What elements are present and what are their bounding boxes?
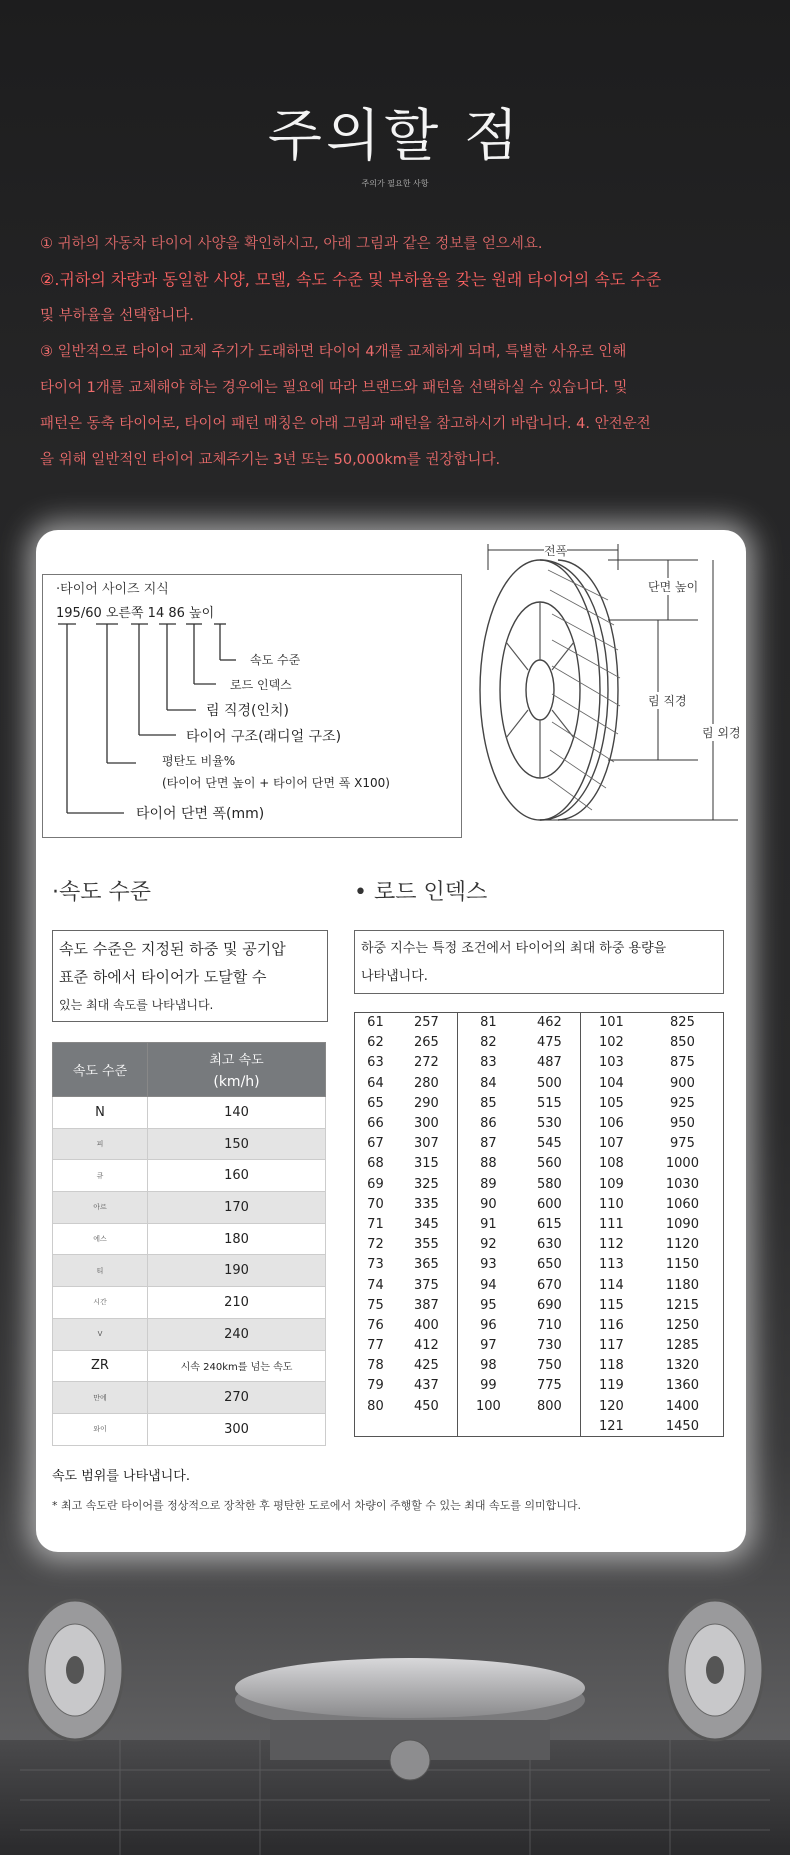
load-index-cell: 62: [367, 1035, 384, 1051]
label-rim: 림 직경(인치): [206, 703, 289, 719]
load-kg-cell: 1120: [665, 1237, 699, 1253]
load-index-cell: 98: [457, 1356, 519, 1376]
speed-level: 피: [53, 1128, 148, 1160]
load-kg-cell: 650: [536, 1257, 562, 1273]
load-kg-cell: 600: [536, 1196, 562, 1212]
size-heading: ·타이어 사이즈 지식: [56, 582, 169, 597]
table-row: [355, 1194, 724, 1214]
load-index-cell: 113: [580, 1255, 642, 1275]
load-kg-cell: 1360: [665, 1378, 699, 1394]
load-index-cell: 84: [457, 1073, 519, 1093]
load-index-cell: 109: [580, 1174, 642, 1194]
load-index-cell: 97: [457, 1336, 519, 1356]
label-load: 로드 인덱스: [230, 678, 292, 692]
load-kg-cell: 630: [536, 1237, 562, 1253]
speed-value: 150: [148, 1128, 326, 1160]
load-kg-cell: 580: [536, 1176, 562, 1192]
speed-level: 아르: [53, 1192, 148, 1224]
speed-level: 시간: [53, 1287, 148, 1319]
load-index-cell: 117: [580, 1336, 642, 1356]
table-row: [53, 1318, 326, 1350]
table-row: [355, 1214, 724, 1234]
load-kg-cell: 925: [670, 1095, 695, 1111]
load-kg-cell: 1030: [665, 1176, 699, 1192]
speed-col-max: [148, 1043, 326, 1097]
speed-level: 만에: [53, 1382, 148, 1414]
load-index-cell: 110: [580, 1194, 642, 1214]
load-index-cell: 64: [367, 1075, 384, 1091]
load-index-cell: 99: [457, 1376, 519, 1396]
table-row: [53, 1350, 326, 1382]
load-kg-cell: 325: [413, 1176, 439, 1192]
load-index-cell: 102: [580, 1033, 642, 1053]
load-index-cell: 85: [457, 1093, 519, 1113]
speed-table: [52, 1042, 326, 1446]
load-index-cell: 72: [367, 1237, 384, 1253]
load-kg-cell: 560: [536, 1156, 562, 1172]
label-rim-diameter: 림 직경: [648, 694, 687, 708]
load-desc-line: 나타냅니다.: [361, 969, 428, 984]
speed-level: ZR: [53, 1350, 148, 1382]
speed-value: 240: [148, 1318, 326, 1350]
label-aspect-formula: (타이어 단면 높이 + 타이어 단면 폭 X100): [162, 776, 390, 790]
load-kg-cell: 690: [536, 1297, 562, 1313]
load-index-cell: 116: [580, 1315, 642, 1335]
label-structure: 타이어 구조(래디얼 구조): [186, 729, 342, 745]
table-row: [53, 1413, 326, 1445]
load-kg-cell: 257: [413, 1015, 439, 1031]
load-index-cell: 76: [367, 1317, 384, 1333]
load-kg-cell: 515: [536, 1095, 562, 1111]
speed-level: V: [53, 1318, 148, 1350]
load-index-cell: 111: [580, 1214, 642, 1234]
load-index-cell: [355, 1416, 396, 1436]
load-kg-cell: 730: [536, 1338, 562, 1354]
load-kg-cell: 875: [670, 1055, 695, 1071]
notes-block: [40, 226, 755, 478]
table-row: [53, 1192, 326, 1224]
load-desc-line: 하중 지수는 특정 조건에서 타이어의 최대 하중 용량을: [361, 941, 667, 956]
table-row: [355, 1315, 724, 1335]
table-row: [355, 1255, 724, 1275]
speed-description: [52, 930, 328, 1022]
table-row: [355, 1235, 724, 1255]
label-tread-width: 전폭: [544, 544, 568, 558]
load-index-cell: 96: [457, 1315, 519, 1335]
load-kg-cell: 1000: [665, 1156, 699, 1172]
load-section-title: • 로드 인덱스: [354, 880, 488, 905]
load-index-cell: 86: [457, 1113, 519, 1133]
load-index-cell: 69: [367, 1176, 384, 1192]
load-kg-cell: 425: [413, 1358, 439, 1374]
load-description: [354, 930, 724, 994]
load-kg-cell: 545: [536, 1136, 562, 1152]
load-kg-cell: 1400: [665, 1398, 699, 1414]
load-kg-cell: 950: [670, 1116, 695, 1132]
speed-col-level: 속도 수준: [53, 1043, 148, 1097]
load-index-cell: 63: [367, 1055, 384, 1071]
note-line: 패턴은 동축 타이어로, 타이어 패턴 매칭은 아래 그림과 패턴을 참고하시기 바랍니다. 4. 안전운전: [40, 416, 651, 432]
load-kg-cell: 335: [413, 1196, 439, 1212]
load-index-table: [354, 1012, 724, 1437]
left-wheel: [27, 1600, 123, 1740]
table-row: [355, 1396, 724, 1416]
speed-level: 티: [53, 1255, 148, 1287]
table-row: [355, 1033, 724, 1053]
load-kg-cell: 900: [670, 1075, 695, 1091]
speed-desc-line: 있는 최대 속도를 나타냅니다.: [59, 998, 214, 1012]
note-line: 을 위해 일반적인 타이어 교체주기는 3년 또는 50,000km를 권장합니다.: [40, 452, 501, 468]
load-kg-cell: 670: [536, 1277, 562, 1293]
load-index-cell: 70: [367, 1196, 384, 1212]
load-kg-cell: 500: [536, 1075, 562, 1091]
load-index-cell: 73: [367, 1257, 384, 1273]
load-kg-cell: 1250: [665, 1317, 699, 1333]
load-kg-cell: 800: [536, 1398, 562, 1414]
center-hub: [390, 1740, 430, 1780]
load-index-cell: 115: [580, 1295, 642, 1315]
table-row: [53, 1382, 326, 1414]
load-kg-cell: 710: [536, 1317, 562, 1333]
table-row: [355, 1275, 724, 1295]
load-index-cell: 93: [457, 1255, 519, 1275]
load-index-cell: 78: [367, 1358, 384, 1374]
platform-top: [235, 1658, 585, 1718]
load-index-cell: 112: [580, 1235, 642, 1255]
label-speed: 속도 수준: [250, 653, 301, 667]
load-kg-cell: 315: [413, 1156, 439, 1172]
table-row: [355, 1295, 724, 1315]
load-index-cell: 61: [367, 1015, 384, 1031]
table-row: [355, 1073, 724, 1093]
load-kg-cell: 375: [413, 1277, 439, 1293]
speed-section-title: ·속도 수준: [52, 880, 151, 905]
speed-value: 170: [148, 1192, 326, 1224]
load-index-cell: 121: [580, 1416, 642, 1436]
speed-level: 큐: [53, 1160, 148, 1192]
load-index-cell: 118: [580, 1356, 642, 1376]
load-index-cell: 67: [367, 1136, 384, 1152]
load-index-cell: 89: [457, 1174, 519, 1194]
load-index-cell: 66: [367, 1116, 384, 1132]
load-kg-cell: 1180: [665, 1277, 699, 1293]
load-index-cell: 105: [580, 1093, 642, 1113]
load-index-cell: 119: [580, 1376, 642, 1396]
load-kg-cell: 1150: [665, 1257, 699, 1273]
load-index-cell: 106: [580, 1113, 642, 1133]
load-index-cell: 114: [580, 1275, 642, 1295]
load-index-cell: 82: [457, 1033, 519, 1053]
load-kg-cell: 975: [670, 1136, 695, 1152]
load-kg-cell: 412: [413, 1338, 439, 1354]
table-row: [53, 1223, 326, 1255]
table-row: [355, 1174, 724, 1194]
speed-value: 180: [148, 1223, 326, 1255]
load-index-cell: 103: [580, 1053, 642, 1073]
load-kg-cell: 825: [670, 1015, 695, 1031]
note-line: ②.귀하의 차량과 동일한 사양, 모델, 속도 수준 및 부하율을 갖는 원래 타이어의 속도 수준: [40, 270, 662, 289]
speed-value: 210: [148, 1287, 326, 1319]
load-index-cell: 65: [367, 1095, 384, 1111]
speed-value: 160: [148, 1160, 326, 1192]
note-line: 타이어 1개를 교체해야 하는 경우에는 필요에 따라 브랜드와 패턴을 선택하실 수 있습니다. 및: [40, 380, 628, 396]
table-row: [355, 1336, 724, 1356]
load-index-cell: 100: [457, 1396, 519, 1416]
load-kg-cell: 265: [413, 1035, 439, 1051]
load-index-cell: 90: [457, 1194, 519, 1214]
load-index-cell: 80: [367, 1398, 384, 1414]
footer-footnote: * 최고 속도란 타이어를 정상적으로 장착한 후 평탄한 도로에서 차량이 주행할 수 있는 최대 속도를 의미합니다.: [52, 1499, 581, 1512]
load-index-cell: 79: [367, 1378, 384, 1394]
load-kg-cell: 475: [536, 1035, 562, 1051]
load-index-cell: 92: [457, 1235, 519, 1255]
load-kg-cell: 750: [536, 1358, 562, 1374]
speed-value: 140: [148, 1097, 326, 1129]
table-row: [355, 1053, 724, 1073]
table-row: [355, 1134, 724, 1154]
table-row: [355, 1093, 724, 1113]
load-kg-cell: 450: [413, 1398, 439, 1414]
page-subtitle: 주의가 필요한 사항: [361, 179, 429, 188]
turntable-scene: [0, 1580, 790, 1855]
speed-value: 270: [148, 1382, 326, 1414]
load-kg-cell: 615: [536, 1216, 562, 1232]
info-card: [36, 530, 746, 1552]
load-kg-cell: 290: [413, 1095, 439, 1111]
speed-value: 190: [148, 1255, 326, 1287]
load-kg-cell: 1450: [665, 1418, 699, 1434]
table-row: [355, 1376, 724, 1396]
load-index-cell: 81: [457, 1013, 519, 1033]
load-index-cell: [457, 1416, 519, 1436]
speed-value: 300: [148, 1413, 326, 1445]
load-kg-cell: 355: [413, 1237, 439, 1253]
load-kg-cell: 462: [536, 1015, 562, 1031]
table-row: [53, 1160, 326, 1192]
load-index-cell: 83: [457, 1053, 519, 1073]
load-kg-cell: 300: [413, 1116, 439, 1132]
load-index-cell: 101: [580, 1013, 642, 1033]
table-row: [355, 1416, 724, 1436]
table-row: [355, 1013, 724, 1033]
label-outer-diameter: 림 외경: [702, 726, 741, 740]
tire-illustration: [468, 530, 746, 830]
label-width: 타이어 단면 폭(mm): [136, 806, 265, 822]
load-kg-cell: 1215: [665, 1297, 699, 1313]
page-title: 주의할 점: [267, 104, 523, 169]
load-index-cell: 107: [580, 1134, 642, 1154]
load-kg-cell: 775: [536, 1378, 562, 1394]
load-index-cell: 108: [580, 1154, 642, 1174]
table-row: [53, 1255, 326, 1287]
load-index-cell: 77: [367, 1338, 384, 1354]
speed-level: 에스: [53, 1223, 148, 1255]
speed-level: N: [53, 1097, 148, 1129]
load-kg-cell: 437: [413, 1378, 439, 1394]
load-index-cell: 104: [580, 1073, 642, 1093]
right-wheel: [667, 1600, 763, 1740]
load-kg-cell: 530: [536, 1116, 562, 1132]
load-kg-cell: 1285: [665, 1338, 699, 1354]
load-kg-cell: 272: [413, 1055, 439, 1071]
load-index-cell: 87: [457, 1134, 519, 1154]
load-kg-cell: 1320: [665, 1358, 699, 1374]
table-row: [53, 1287, 326, 1319]
load-index-cell: 94: [457, 1275, 519, 1295]
table-row: [53, 1128, 326, 1160]
load-index-cell: 75: [367, 1297, 384, 1313]
load-index-cell: 120: [580, 1396, 642, 1416]
load-kg-cell: 1090: [665, 1216, 699, 1232]
table-row: [355, 1113, 724, 1133]
speed-col-max-label: 최고 속도: [209, 1053, 264, 1068]
load-kg-cell: 1060: [665, 1196, 699, 1212]
load-kg-cell: 400: [413, 1317, 439, 1333]
load-kg-cell: [396, 1416, 458, 1436]
label-section-height: 단면 높이: [648, 580, 699, 594]
load-index-cell: 88: [457, 1154, 519, 1174]
load-kg-cell: 387: [413, 1297, 439, 1313]
speed-value: 시속 240km를 넘는 속도: [148, 1350, 326, 1382]
label-aspect: 평탄도 비율%: [162, 754, 236, 768]
speed-desc-line: 속도 수준은 지정된 하중 및 공기압: [59, 940, 286, 958]
load-index-cell: 95: [457, 1295, 519, 1315]
speed-desc-line: 표준 하에서 타이어가 도달할 수: [59, 968, 267, 986]
load-kg-cell: [519, 1416, 581, 1436]
load-kg-cell: 850: [670, 1035, 695, 1051]
load-kg-cell: 345: [413, 1216, 439, 1232]
load-kg-cell: 365: [413, 1257, 439, 1273]
note-line: ③ 일반적으로 타이어 교체 주기가 도래하면 타이어 4개를 교체하게 되며, 특별한 사유로 인해: [40, 344, 627, 360]
load-kg-cell: 487: [536, 1055, 562, 1071]
table-row: [355, 1356, 724, 1376]
load-index-cell: 91: [457, 1214, 519, 1234]
size-code: 195/60 오른쪽 14 86 높이: [56, 606, 215, 621]
load-index-cell: 68: [367, 1156, 384, 1172]
load-index-cell: 74: [367, 1277, 384, 1293]
table-row: [53, 1097, 326, 1129]
note-line: 및 부하율을 선택합니다.: [40, 308, 194, 324]
load-kg-cell: 307: [413, 1136, 439, 1152]
speed-col-unit: (km/h): [213, 1074, 260, 1090]
speed-level: 와이: [53, 1413, 148, 1445]
note-line: ① 귀하의 자동차 타이어 사양을 확인하시고, 아래 그림과 같은 정보를 얻으세요.: [40, 236, 543, 252]
load-index-cell: 71: [367, 1216, 384, 1232]
footer-note: 속도 범위를 나타냅니다.: [52, 1469, 190, 1484]
load-kg-cell: 280: [413, 1075, 439, 1091]
table-row: [355, 1154, 724, 1174]
